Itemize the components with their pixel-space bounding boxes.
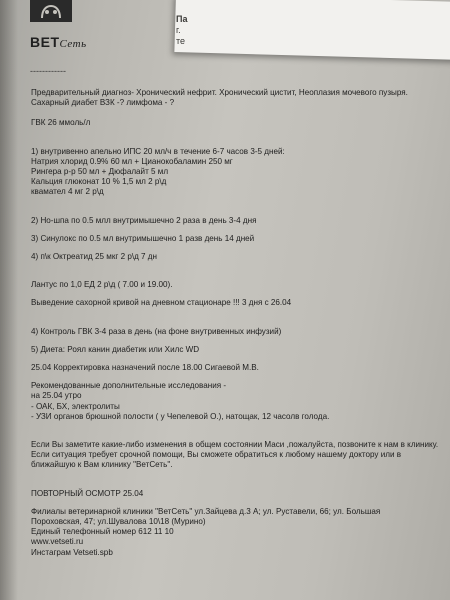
footer-line: www.vetseti.ru: [31, 537, 84, 547]
clinic-logo-text: ВЕТСеть: [30, 34, 87, 50]
item-3: 3) Синулокс по 0.5 мл внутримышечно 1 разв день 14 дней: [31, 233, 255, 243]
recommend-line: на 25.04 утро: [31, 391, 82, 401]
item-1-line: Кальция глюконат 10 % 1,5 мл 2 р\д: [31, 177, 167, 187]
footer-line: Филиалы ветеринарной клиники "ВетСеть" ул.Зайцева д.3 А; ул. Руставели, 66; ул. Большая: [31, 506, 381, 516]
correction: 25.04 Корректировка назначений после 18.00 Сигаевой М.В.: [31, 363, 259, 373]
footer-line: Инстаграм Vetseti.spb: [31, 547, 113, 557]
item-1-line: Натрия хлорид 0.9% 60 мл + Цианокобаламин 250 мг: [31, 156, 233, 166]
page-shadow: [0, 0, 18, 600]
recommend-line: Рекомендованные дополнительные исследования -: [31, 381, 227, 391]
diagnosis: Предварительный диагноз- Хронический нефрит. Хронический цистит, Неоплазия мочевого пузыря. Сахарный диабет ВЗК -? лимфома - ?: [31, 88, 408, 108]
notice: Если Вы заметите какие-либо изменения в общем состоянии Маси ,пожалуйста, позвоните к нам в клинику. Если ситуация требует срочной помощи, Вы сможете обратиться к любому нашему доктору или в ближайшую к Вам клинику "ВетСеть".: [31, 440, 439, 470]
footer-line: Единый телефонный номер 612 11 10: [31, 527, 174, 537]
diet: 5) Диета: Роял канин диабетик или Хилс WD: [31, 344, 200, 354]
glucose-level: ГВК 26 ммоль/л: [31, 118, 91, 128]
item-1-line: Рингера р-р 50 мл + Дюфалайт 5 мл: [31, 167, 169, 177]
recommend-line: - УЗИ органов брюшной полости ( у Чепелевой О.), натощак, 12 часолв голода.: [31, 411, 330, 421]
repeat-exam: ПОВТОРНЫЙ ОСМОТР 25.04: [31, 488, 144, 498]
lantus: Лантус по 1,0 ЕД 2 р\д ( 7.00 и 19.00).: [31, 280, 173, 290]
overlapping-paper: [174, 0, 450, 60]
item-4: 4) п\к Октреатид 25 мкг 2 р\д 7 дн: [31, 252, 157, 262]
separator-line: ------------: [30, 66, 66, 76]
item-1-line: квамател 4 мг 2 р\д: [31, 187, 104, 197]
clinic-logo-icon: [30, 0, 72, 22]
prescription-body: [31, 88, 443, 558]
item-1-heading: 1) внутривенно апельно ИПС 20 мл/ч в течение 6-7 часов 3-5 дней:: [31, 146, 285, 156]
overlapping-paper-text: Па г. те: [176, 14, 188, 46]
recommend-line: - ОАК, БХ, электролиты: [31, 401, 120, 411]
footer-line: Пороховская, 47; ул.Шувалова 10\18 (Мурино): [31, 517, 206, 527]
item-2: 2) Но-шпа по 0.5 млл внутримышечно 2 раза в день 3-4 дня: [31, 215, 257, 225]
glucose-curve: Выведение сахорной кривой на дневном стационаре !!! 3 дня с 26.04: [31, 298, 292, 308]
glucose-control: 4) Контроль ГВК 3-4 раза в день (на фоне внутривенных инфузий): [31, 326, 282, 336]
